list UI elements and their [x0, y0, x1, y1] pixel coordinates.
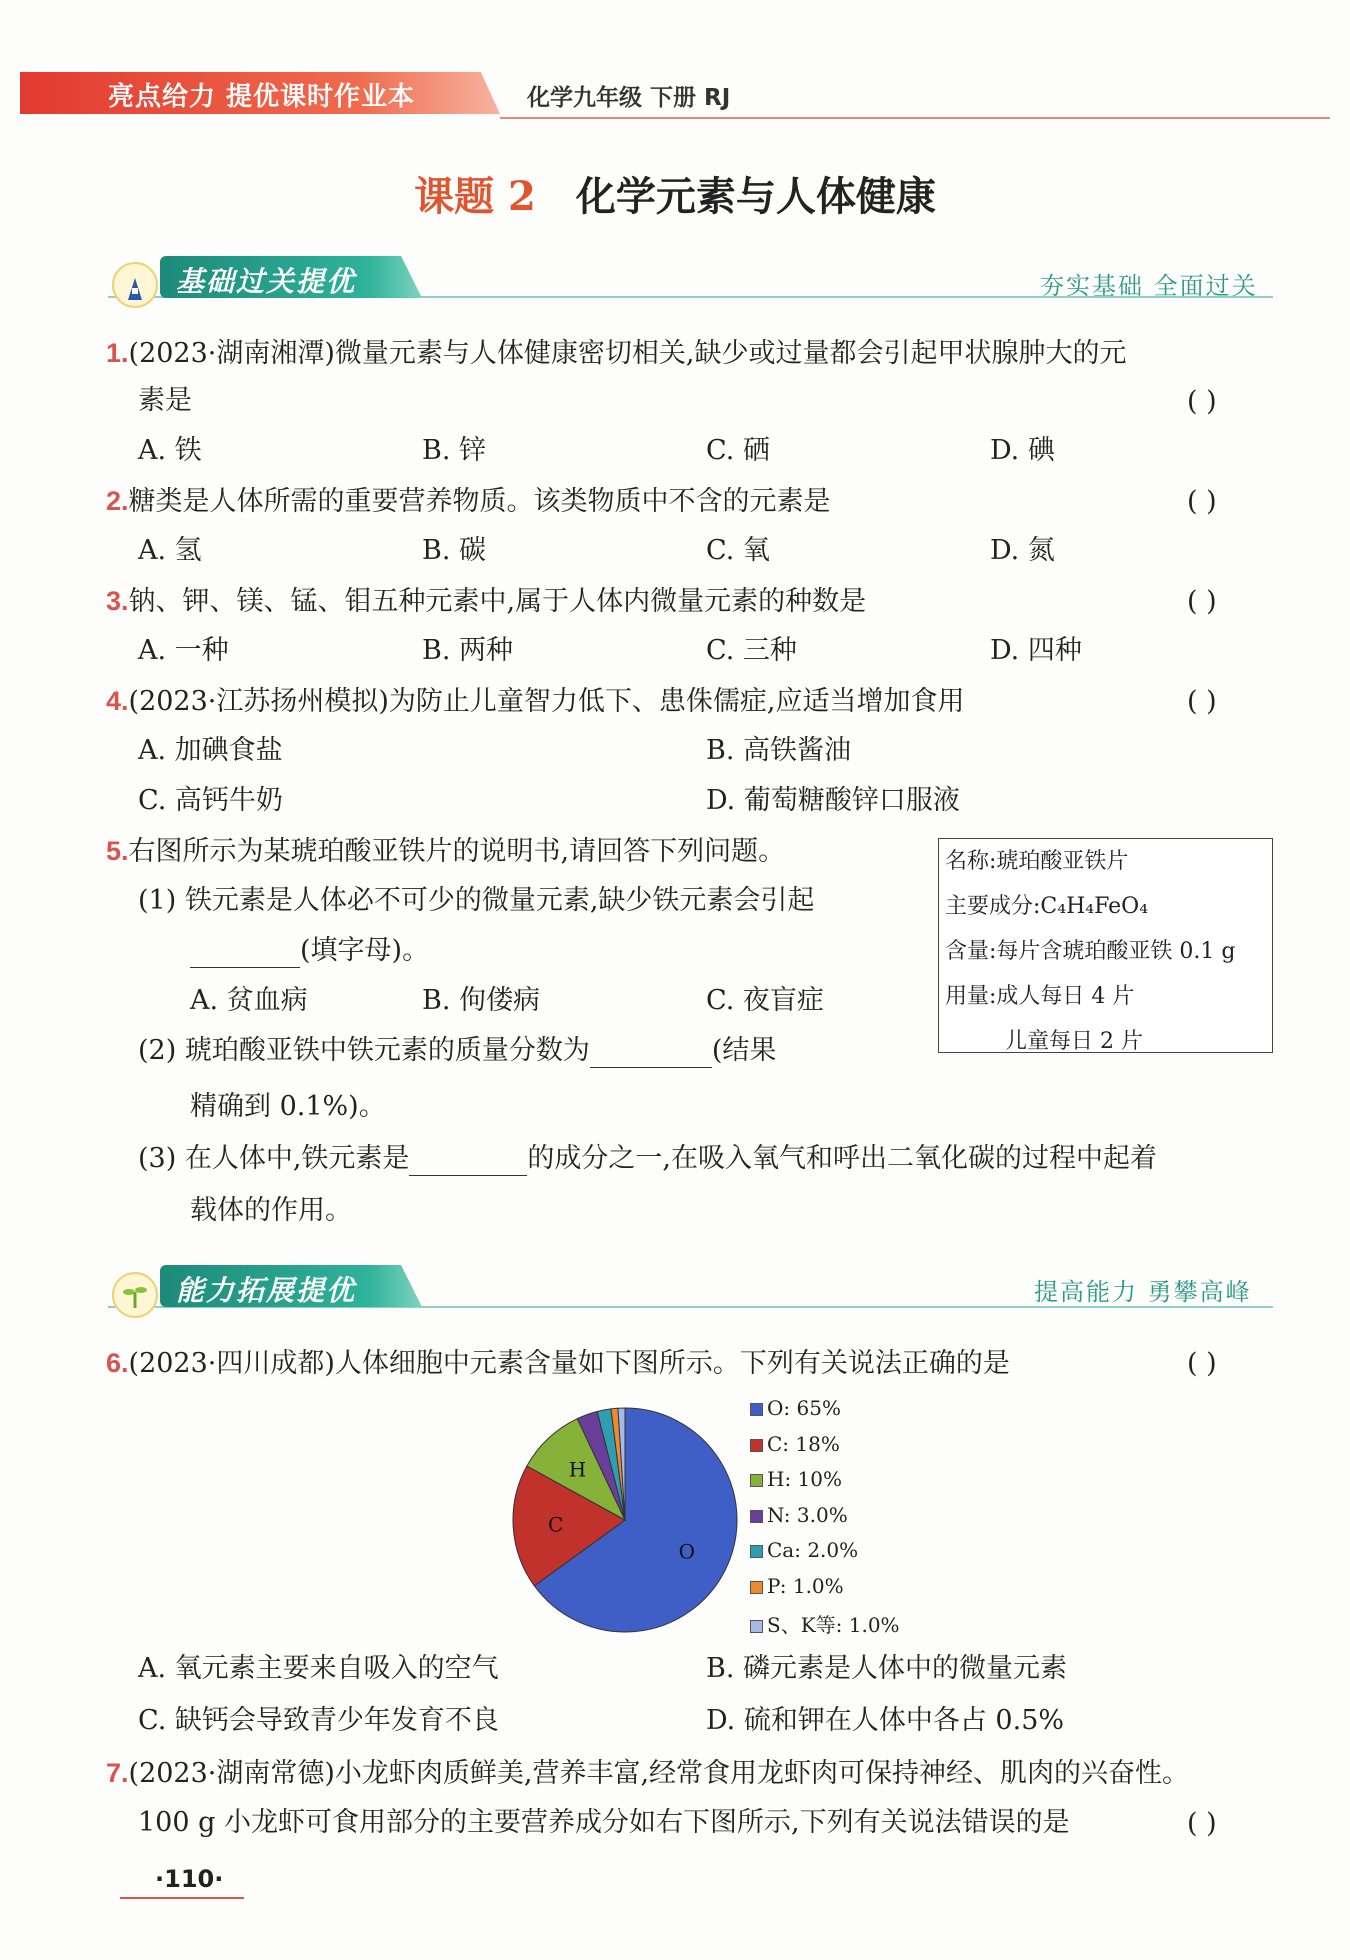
answer-paren: ( ) [1187, 686, 1217, 717]
question-7: 7.(2023·湖南常德)小龙虾肉质鲜美,营养丰富,经常食用龙虾肉可保持神经、肌肉的兴奋性。 [106, 1758, 1190, 1789]
legend-swatch [750, 1581, 763, 1594]
header-book-info: 化学九年级 下册 RJ [527, 85, 731, 111]
section2-label: 能力拓展提优 [176, 1274, 357, 1307]
q1-option-a: A. 铁 [138, 435, 202, 466]
question-2: 2.糖类是人体所需的重要营养物质。该类物质中不含的元素是 [106, 486, 831, 517]
section1-slogan: 夯实基础 全面过关 [1040, 272, 1258, 300]
section1-label: 基础过关提优 [176, 265, 357, 298]
answer-paren: ( ) [1187, 1348, 1217, 1379]
infobox-content: 含量:每片含琥珀酸亚铁 0.1 g [945, 939, 1236, 964]
q6-option-d: D. 硫和钾在人体中各占 0.5% [706, 1705, 1065, 1736]
q6-option-c: C. 缺钙会导致青少年发育不良 [138, 1705, 499, 1736]
q1-option-b: B. 锌 [422, 435, 487, 466]
question-4: 4.(2023·江苏扬州模拟)为防止儿童智力低下、患侏儒症,应适当增加食用 [106, 686, 965, 717]
legend-label: P: 1.0% [767, 1573, 844, 1598]
answer-paren: ( ) [1187, 1808, 1217, 1839]
legend-swatch [750, 1439, 763, 1452]
element-content-pie-chart [500, 1395, 750, 1645]
page-title [0, 165, 1350, 222]
legend-label: S、K等: 1.0% [767, 1613, 900, 1637]
legend-label: O: 65% [767, 1396, 841, 1420]
lighthouse-icon [112, 262, 158, 308]
answer-blank[interactable] [409, 1147, 527, 1176]
legend-label: C: 18% [767, 1431, 840, 1456]
legend-label: N: 3.0% [767, 1502, 848, 1527]
legend-label: Ca: 2.0% [767, 1538, 859, 1562]
answer-blank[interactable] [590, 1039, 712, 1068]
q2-option-b: B. 碳 [422, 535, 487, 566]
legend-entry [750, 1503, 900, 1539]
pie-slice-label: C [548, 1512, 564, 1537]
q1-option-d: D. 碘 [990, 435, 1055, 466]
q5-sub3: (3) 在人体中,铁元素是 的成分之一,在吸入氧气和呼出二氧化碳的过程中起着 [138, 1143, 1158, 1174]
q6-option-b: B. 磷元素是人体中的微量元素 [706, 1653, 1068, 1684]
question-1: 1.(2023·湖南湘潭)微量元素与人体健康密切相关,缺少或过量都会引起甲状腺肿大的元 [106, 338, 1127, 369]
drug-instruction-box [938, 838, 1273, 1053]
q3-option-c: C. 三种 [706, 635, 797, 666]
q4-option-a: A. 加碘食盐 [138, 735, 283, 766]
header-brand: 亮点给力 提优课时作业本 [108, 82, 416, 112]
question-1-cont: 素是 [138, 385, 192, 416]
q4-option-d: D. 葡萄糖酸锌口服液 [706, 785, 960, 816]
footer-underline [120, 1897, 244, 1899]
pie-slice-label: O [678, 1539, 696, 1564]
q4-option-c: C. 高钙牛奶 [138, 785, 283, 816]
infobox-dose-adult: 用量:成人每日 4 片 [945, 984, 1135, 1009]
q2-option-d: D. 氮 [990, 535, 1055, 566]
page-number: ·110· [155, 1865, 224, 1893]
q5-option-b: B. 佝偻病 [422, 985, 541, 1016]
legend-entry [750, 1609, 900, 1645]
legend-swatch [750, 1620, 763, 1633]
q4-option-b: B. 高铁酱油 [706, 735, 852, 766]
legend-entry [750, 1432, 900, 1468]
q5-sub1-cont: (填字母)。 [190, 934, 429, 968]
q2-option-a: A. 氢 [138, 535, 202, 566]
q2-option-c: C. 氧 [706, 535, 770, 566]
q6-option-a: A. 氧元素主要来自吸入的空气 [138, 1653, 499, 1684]
legend-swatch [750, 1510, 763, 1523]
legend-entry [750, 1396, 900, 1432]
sprout-icon [112, 1272, 158, 1318]
q5-sub2-cont: 精确到 0.1%)。 [190, 1091, 386, 1122]
pie-slice-label: H [568, 1457, 587, 1482]
answer-paren: ( ) [1187, 586, 1217, 617]
answer-blank[interactable] [190, 939, 300, 968]
legend-swatch [750, 1403, 763, 1416]
answer-paren: ( ) [1187, 386, 1217, 417]
question-6: 6.(2023·四川成都)人体细胞中元素含量如下图所示。下列有关说法正确的是 [106, 1348, 1010, 1379]
legend-entry [750, 1538, 900, 1574]
q5-option-c: C. 夜盲症 [706, 985, 824, 1016]
question-5: 5.右图所示为某琥珀酸亚铁片的说明书,请回答下列问题。 [106, 836, 786, 867]
q3-option-d: D. 四种 [990, 635, 1082, 666]
q5-sub2: (2) 琥珀酸亚铁中铁元素的质量分数为 (结果 [138, 1035, 777, 1066]
q5-sub3-cont: 载体的作用。 [190, 1195, 352, 1226]
question-3: 3.钠、钾、镁、锰、钼五种元素中,属于人体内微量元素的种数是 [106, 586, 867, 617]
lesson-title: 化学元素与人体健康 [575, 173, 936, 220]
pie-legend [750, 1396, 900, 1645]
legend-swatch [750, 1545, 763, 1558]
section2-slogan: 提高能力 勇攀高峰 [1034, 1278, 1252, 1306]
q3-option-b: B. 两种 [422, 635, 514, 666]
infobox-name: 名称:琥珀酸亚铁片 [945, 849, 1129, 874]
legend-label: H: 10% [767, 1467, 842, 1491]
legend-swatch [750, 1474, 763, 1487]
q3-option-a: A. 一种 [138, 635, 229, 666]
legend-entry [750, 1467, 900, 1503]
answer-paren: ( ) [1187, 486, 1217, 517]
q1-option-c: C. 硒 [706, 435, 770, 466]
question-7-cont: 100 g 小龙虾可食用部分的主要营养成分如右下图所示,下列有关说法错误的是 [138, 1807, 1070, 1838]
infobox-composition: 主要成分:C₄H₄FeO₄ [945, 894, 1149, 919]
legend-entry [750, 1574, 900, 1610]
lesson-number: 课题 2 [414, 173, 536, 220]
header-divider [500, 117, 1330, 119]
q5-sub1: (1) 铁元素是人体必不可少的微量元素,缺少铁元素会引起 [138, 885, 815, 916]
q5-option-a: A. 贫血病 [190, 985, 308, 1016]
infobox-dose-child: 儿童每日 2 片 [1005, 1029, 1143, 1054]
